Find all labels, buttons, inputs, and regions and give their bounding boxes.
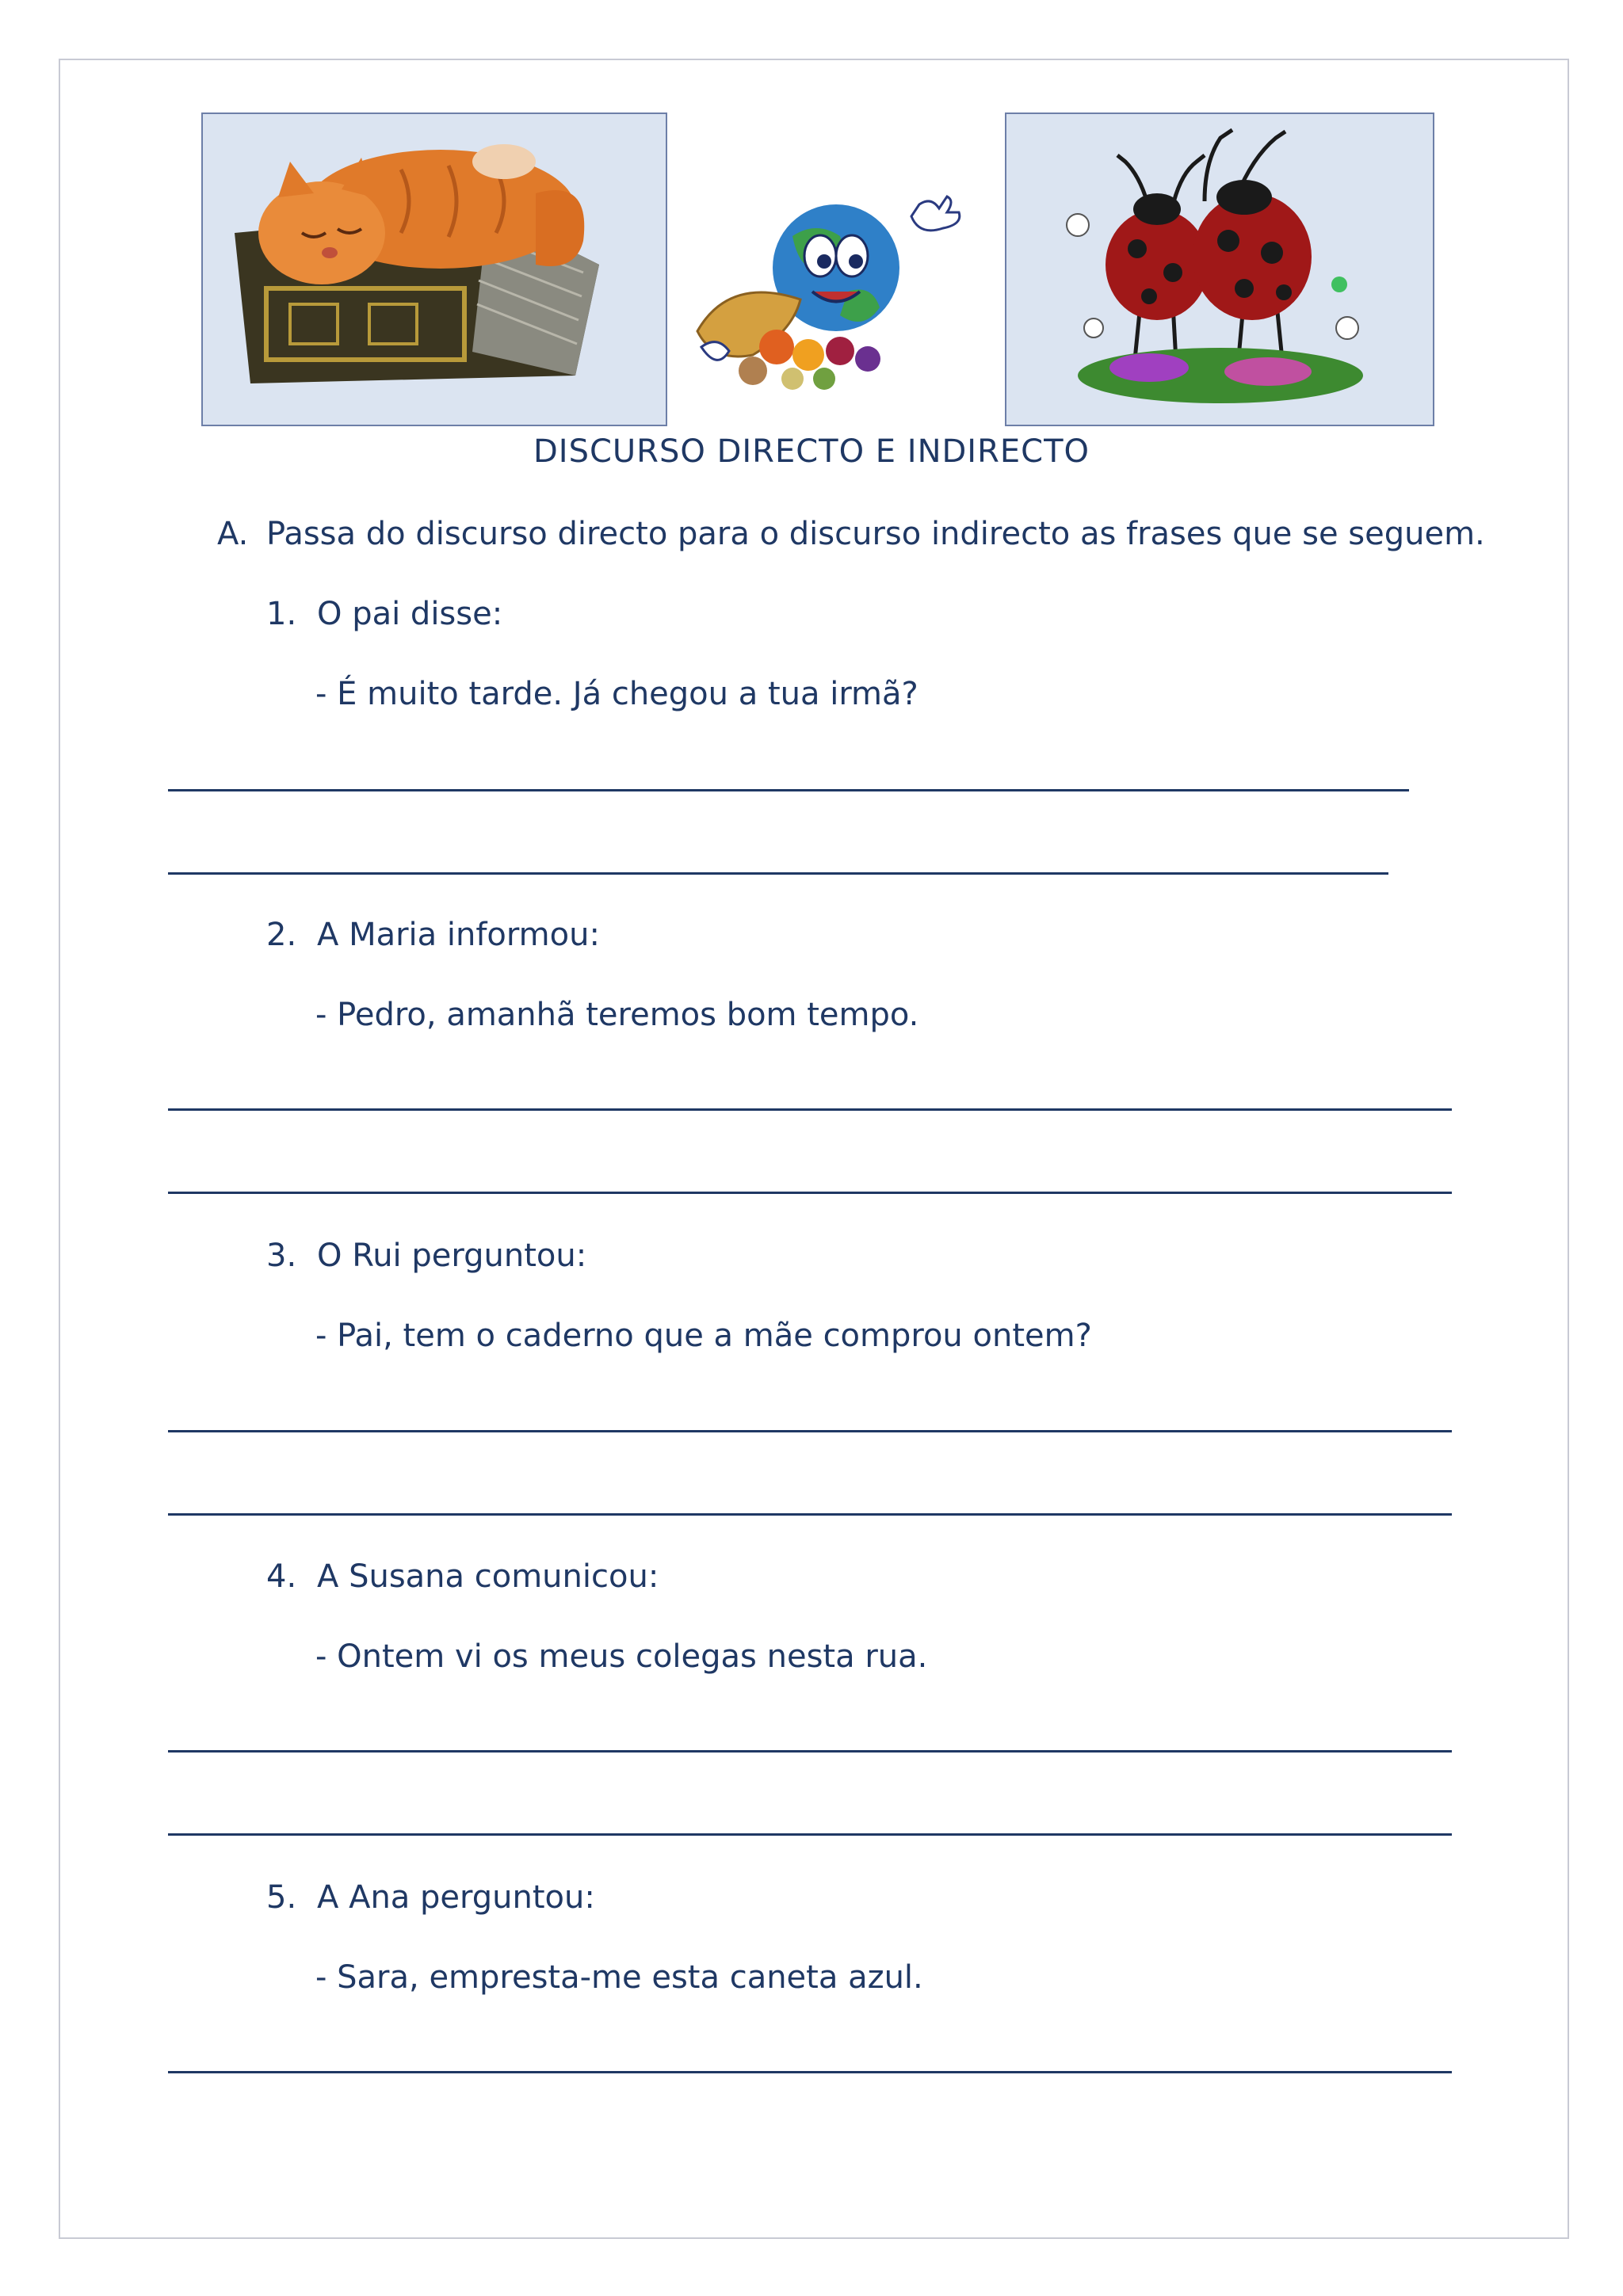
exercise-number: 3.	[266, 1238, 297, 1274]
sleeping-cat-image	[201, 113, 667, 426]
answer-line[interactable]	[168, 1750, 1452, 1753]
globe-cornucopia-image	[682, 189, 983, 402]
answer-line[interactable]	[168, 1833, 1452, 1836]
answer-line[interactable]	[168, 2071, 1452, 2073]
exercise-intro-text: A Ana perguntou:	[317, 1879, 595, 1916]
instruction-letter: A.	[217, 516, 249, 552]
exercise-number: 4.	[266, 1558, 297, 1595]
exercise-quote: - Pai, tem o caderno que a mãe comprou ontem?	[315, 1318, 1092, 1354]
answer-line[interactable]	[168, 1430, 1452, 1432]
exercise-number: 5.	[266, 1879, 297, 1916]
exercise-intro	[266, 1554, 659, 1599]
exercise-intro-text: A Susana comunicou:	[317, 1558, 659, 1595]
ladybugs-image	[1005, 113, 1434, 426]
exercise-quote: - Ontem vi os meus colegas nesta rua.	[315, 1638, 928, 1675]
exercise-intro	[266, 592, 502, 636]
exercise-intro-text: O Rui perguntou:	[317, 1238, 587, 1274]
answer-line[interactable]	[168, 1513, 1452, 1516]
exercise-quote: - Sara, empresta-me esta caneta azul.	[315, 1959, 923, 1996]
answer-line[interactable]	[168, 1192, 1452, 1194]
worksheet-title: DISCURSO DIRECTO E INDIRECTO	[533, 433, 1090, 470]
exercise-intro	[266, 913, 600, 957]
exercise-intro-text: O pai disse:	[317, 596, 503, 632]
exercise-quote: - É muito tarde. Já chegou a tua irmã?	[315, 676, 918, 712]
answer-line[interactable]	[168, 1108, 1452, 1111]
exercise-intro-text: A Maria informou:	[317, 917, 600, 953]
exercise-quote: - Pedro, amanhã teremos bom tempo.	[315, 997, 919, 1033]
answer-line[interactable]	[168, 872, 1388, 875]
instruction-text: Passa do discurso directo para o discurso indirecto as frases que se seguem.	[266, 516, 1485, 552]
exercise-intro	[266, 1875, 595, 1920]
exercise-intro	[266, 1234, 586, 1278]
instruction	[217, 512, 1485, 556]
answer-line[interactable]	[168, 789, 1409, 791]
exercise-number: 2.	[266, 917, 297, 953]
exercise-number: 1.	[266, 596, 297, 632]
